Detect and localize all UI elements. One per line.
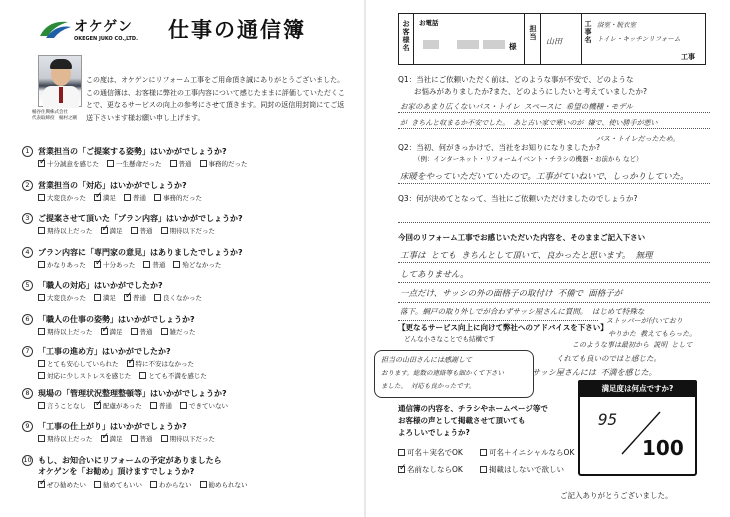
q1-answer-3: バス・トイレだったため。 [596,135,680,143]
option-label: 特に不安はなかった [135,360,194,368]
q2-text: Q2：当初、何がきっかけで、当社をお知りになりましたか? [398,143,601,152]
honorific: 様 [509,42,517,51]
q2-text-2: （例：インターネット・リフォームイベント・チラシの機器・お前から など） [414,155,643,163]
option-checkbox[interactable] [161,327,196,336]
option-label: 勧められない [208,481,248,489]
option-checkbox[interactable] [180,401,228,410]
option-label: 普通 [139,435,153,443]
redacted-name-3 [483,40,505,49]
option-label: 期待以上だった [47,328,93,336]
option-checkbox[interactable] [38,193,86,202]
checkbox-icon[interactable] [180,402,187,409]
customer-header-table [398,13,706,65]
option-checkbox[interactable] [94,480,142,489]
option-label: 事務的だった [163,194,202,202]
option-checkbox[interactable] [150,401,172,410]
impression-answer-6: やりかた 教えてもらった。 [608,330,697,338]
question-number: 9 [22,421,33,432]
impression-answer-4: 落下。網戸の取り外しでが合わずサッシ屋さんに質問。 はじめて特殊な [400,307,645,316]
question-number: 8 [22,388,33,399]
impression-answer-1: 工事は とても きちんとして頂いて、良かったと思います。 無理 [400,251,653,261]
option-checkbox[interactable] [154,293,202,302]
q1-text: Q1：当社にご依頼いただく前は、どのような事が不安で、どのような [398,75,634,84]
option-label: 普通 [158,402,172,410]
option-checkbox[interactable] [200,159,248,168]
checkbox-icon[interactable] [38,435,45,442]
checked-box-icon[interactable] [38,481,45,488]
checkbox-icon[interactable] [107,160,114,167]
option-checkbox[interactable] [131,226,153,235]
checkbox-icon[interactable] [161,328,168,335]
publish-option-3[interactable]: ✓ 名前なしならOK [398,464,463,475]
question-text: 現場の「管理状況整理整頓等」はいかがでしょうか? [38,389,227,398]
option-label: かなりあった [47,261,86,269]
satisfaction-score-box [578,380,697,476]
option-checkbox[interactable] [94,193,116,202]
option-label: ぜひ勧めたい [47,481,86,489]
option-label: 対応に少しストレスを感じた [47,372,132,380]
checkbox-icon[interactable] [161,227,168,234]
checkbox-icon[interactable] [150,402,157,409]
q1-answer-2: が きちんと収まるか不安でした。 あと古い家で寒いのが 嫌で、使い勝手が悪い [400,119,658,127]
advice-subtext: どんな小さなことでも結構です [404,335,495,343]
work-line-2: トイレ・キッチンリフォーム [597,35,681,43]
option-label: 普通 [139,328,153,336]
note-line-2: おります。総数の連絡等も細かくて下さい [381,369,504,377]
note-line-1: 担当の山田さんには感謝して [381,356,472,364]
option-checkbox[interactable] [101,434,123,443]
option-label: 十分あった [102,261,136,269]
checked-box-icon[interactable] [94,402,101,409]
advice-answer-2: くれても良いのではと感じた。 [556,354,661,363]
q1-answer-1: お家のあまり広くないバス・トイレ スペースに 希望の機種・モデル [400,102,633,111]
page-title: 仕事の通信簿 [168,18,306,42]
checkbox-icon[interactable] [139,372,146,379]
option-label: 良くなかった [163,294,202,302]
customer-name-label: お客様名 [402,20,410,52]
checked-box-icon[interactable] [398,466,405,473]
intro-text: この度は、オケゲンにリフォーム工事をご用命頂き誠にありがとうございました。この通信簿は、お客様に弊社の工事内容について感じたままに評価していただくことで、更なるサービスの向上の参考にさせて頂きます。同封の返信用封筒にてご返送下さいます様お願い申し上げます。 [86,76,345,122]
score-max: 100 [642,436,684,460]
checkbox-icon[interactable] [38,402,45,409]
option-label: とても不満を感じた [148,372,207,380]
option-label: 大変良かった [47,194,86,202]
option-label: 期待以下だった [169,227,215,235]
option-label: 勧めてもいい [103,481,142,489]
option-checkbox[interactable] [170,159,192,168]
option-label: 事務的だった [208,160,248,168]
option-label: 普通 [133,294,146,302]
option-label: 配慮があった [103,402,142,410]
option-checkbox[interactable] [38,480,86,489]
option-label: 満足 [109,227,123,235]
option-checkbox[interactable] [107,159,162,168]
option-checkbox[interactable] [38,159,99,168]
question-text: 営業担当の「対応」はいかがでしょうか? [38,181,187,190]
option-checkbox[interactable] [173,260,221,269]
redacted-name-2 [457,40,479,49]
option-checkbox[interactable] [131,434,153,443]
option-label: 満足 [103,294,116,302]
checked-box-icon[interactable] [127,360,134,367]
question-number: 10 [23,456,32,464]
question-text: ご提案させて頂いた「プラン内容」はいかがでしょうか? [38,214,243,223]
publish-question-2: お客様の声として掲載させて頂いても [398,416,526,425]
checkbox-icon[interactable] [38,227,45,234]
question-text: 営業担当の「ご提案する姿勢」はいかがでしょうか? [38,147,227,156]
option-checkbox[interactable] [127,359,195,368]
option-checkbox[interactable] [101,327,123,336]
checkbox-icon[interactable] [38,328,45,335]
phone-label: お電話 [419,19,439,27]
option-label: とても安心していられた [47,360,119,368]
option-checkbox[interactable] [101,226,123,235]
advice-answer-3: サッシ屋さんには 不満を感じた。 [532,368,657,377]
checked-box-icon[interactable] [94,194,101,201]
checkbox-icon[interactable] [94,294,101,301]
score-caption: 満足度は何点ですか? [578,380,697,397]
checked-box-icon[interactable] [101,328,108,335]
option-checkbox[interactable] [38,226,93,235]
checkbox-icon[interactable] [154,194,161,201]
checkbox-icon[interactable] [480,466,487,473]
checkbox-icon[interactable] [154,294,161,301]
checkbox-icon[interactable] [170,160,177,167]
q3-text: Q3：何が決めてとなって、当社にご依頼いただけましたのでしょうか? [398,194,638,203]
option-label: 一生懸命だった [116,160,162,168]
option-checkbox[interactable] [161,226,216,235]
question-text: 「職人の仕事の姿勢」はいかがでしょうか? [38,315,195,324]
option-checkbox[interactable] [38,434,93,443]
president-photo [38,55,82,107]
question-number: 4 [22,247,33,258]
checked-box-icon[interactable] [101,227,108,234]
checkbox-icon[interactable] [131,435,138,442]
q1-text-2: お悩みがありましたか?また、どのようにしたいと考えていましたか? [414,87,647,96]
checkbox-icon[interactable] [38,261,45,268]
checkbox-icon[interactable] [161,435,168,442]
question-text: 「工事の進め方」はいかがでしたか? [38,347,171,356]
checked-box-icon[interactable] [94,261,101,268]
option-label: 満足 [103,194,116,202]
option-label: 期待以上だった [47,227,93,235]
q2-answer: 床暖をやっていただいていたので。工事がていねいで、しっかりしていた。 [400,172,689,182]
option-checkbox[interactable] [139,371,207,380]
option-label: 雑だった [169,328,196,336]
question-text: もし、お知合いにリフォームの予定がありましたら [38,456,222,465]
page-gutter [364,0,366,517]
impression-answer-3: 一点だけ、サッシの外の面格子の取付け 不備で 面格子が [400,289,623,299]
option-checkbox[interactable] [150,480,192,489]
checkbox-icon[interactable] [173,261,180,268]
work-label: 工事名 [584,20,592,44]
checked-box-icon[interactable] [38,160,45,167]
checkbox-icon[interactable] [124,194,131,201]
checkbox-icon[interactable] [38,360,45,367]
brand-name: オケゲン [74,19,133,35]
option-checkbox[interactable] [200,480,248,489]
publish-question-1: 通信簿の内容を、チラシやホームページ等で [398,404,548,413]
checked-box-icon[interactable] [101,435,108,442]
option-label: わからない [159,481,192,489]
advice-question: 【更なるサービス向上に向けて弊社へのアドバイスを下さい】 [398,323,608,332]
option-checkbox[interactable] [94,401,142,410]
note-line-3: ました。 対応も良かったです。 [381,382,476,390]
option-checkbox[interactable] [154,193,202,202]
option-checkbox[interactable] [143,260,165,269]
option-label: 期待以上だった [47,435,93,443]
question-number: 6 [22,314,33,325]
staff-label: 担当 [529,25,537,41]
checkbox-icon[interactable] [38,294,45,301]
option-label: 普通 [139,227,153,235]
checkbox-icon[interactable] [131,328,138,335]
option-checkbox[interactable] [131,327,153,336]
option-checkbox[interactable] [124,193,146,202]
option-label: 普通 [178,160,192,168]
work-suffix: 工事 [681,53,695,61]
checkbox-icon[interactable] [131,227,138,234]
question-number: 1 [22,146,33,157]
checkbox-icon[interactable] [398,449,405,456]
option-label: 普通 [133,194,146,202]
question-number: 2 [22,180,33,191]
option-checkbox[interactable] [94,260,135,269]
handwritten-note [374,350,534,398]
option-checkbox[interactable] [38,401,86,410]
option-label: 期待以下だった [169,435,215,443]
brand-subtitle: OKEGEN JUKO CO.,LTD. [74,36,138,42]
option-checkbox[interactable] [38,371,131,380]
option-label: 満足 [109,435,123,443]
question-text: 「職人の対応」はいかがでしたか? [38,281,163,290]
score-value: 95 [598,410,618,429]
option-label: 殆どなかった [182,261,222,269]
president-caption: 桶谷住興株式会社 代表取締役 桶村之剛 [32,110,77,121]
publish-question-3: よろしいでしょうか? [398,428,470,437]
staff-name: 山田 [546,37,562,46]
publish-option-4[interactable]: 掲載はしないで欲しい [480,464,564,475]
option-checkbox[interactable] [124,293,146,302]
okegen-logo-icon [38,18,72,40]
option-checkbox[interactable] [38,359,119,368]
checkbox-icon[interactable] [94,481,101,488]
option-label: できていない [188,402,228,410]
impression-answer-2: してありません。 [400,270,469,280]
redacted-name-1 [423,40,439,49]
checkbox-icon[interactable] [38,372,45,379]
checked-box-icon[interactable] [124,294,131,301]
option-label: 普通 [152,261,166,269]
option-label: 言うことなし [47,402,86,410]
option-checkbox[interactable] [161,434,216,443]
option-label: 大変良かった [47,294,86,302]
option-label: 十分誠意を感じた [47,160,99,168]
option-checkbox[interactable] [38,327,93,336]
question-number: 3 [22,213,33,224]
advice-answer-1: このような事は最初から 説明 として [572,341,693,349]
option-checkbox[interactable] [38,293,86,302]
option-label: 満足 [109,328,123,336]
question-text: プラン内容に「専門家の意見」はありましたでしょうか? [38,248,243,257]
checkbox-icon[interactable] [480,449,487,456]
impression-question: 今回のリフォーム工事でお感じいただいた内容を、そのままご記入下さい [398,233,646,242]
work-line-1: 浴室・脱衣室 [597,21,636,29]
checkbox-icon[interactable] [150,481,157,488]
checkbox-icon[interactable] [38,194,45,201]
option-checkbox[interactable] [94,293,116,302]
checkbox-icon[interactable] [200,481,207,488]
question-number: 5 [22,280,33,291]
checkbox-icon[interactable] [200,160,207,167]
checkbox-icon[interactable] [143,261,150,268]
thanks-text: ご記入ありがとうございました。 [560,491,673,500]
impression-answer-5: ストッパーが付いており [606,317,683,325]
option-checkbox[interactable] [38,260,86,269]
question-number: 7 [22,346,33,357]
question-text: 「工事の仕上がり」はいかがでしょうか? [38,422,187,431]
publish-option-2[interactable]: 可名＋イニシャルならOK [480,447,574,458]
publish-option-1[interactable]: 可名＋実名でOK [398,447,463,458]
question-text-2: オケゲンを「お勧め」頂けますでしょうか? [38,467,195,476]
